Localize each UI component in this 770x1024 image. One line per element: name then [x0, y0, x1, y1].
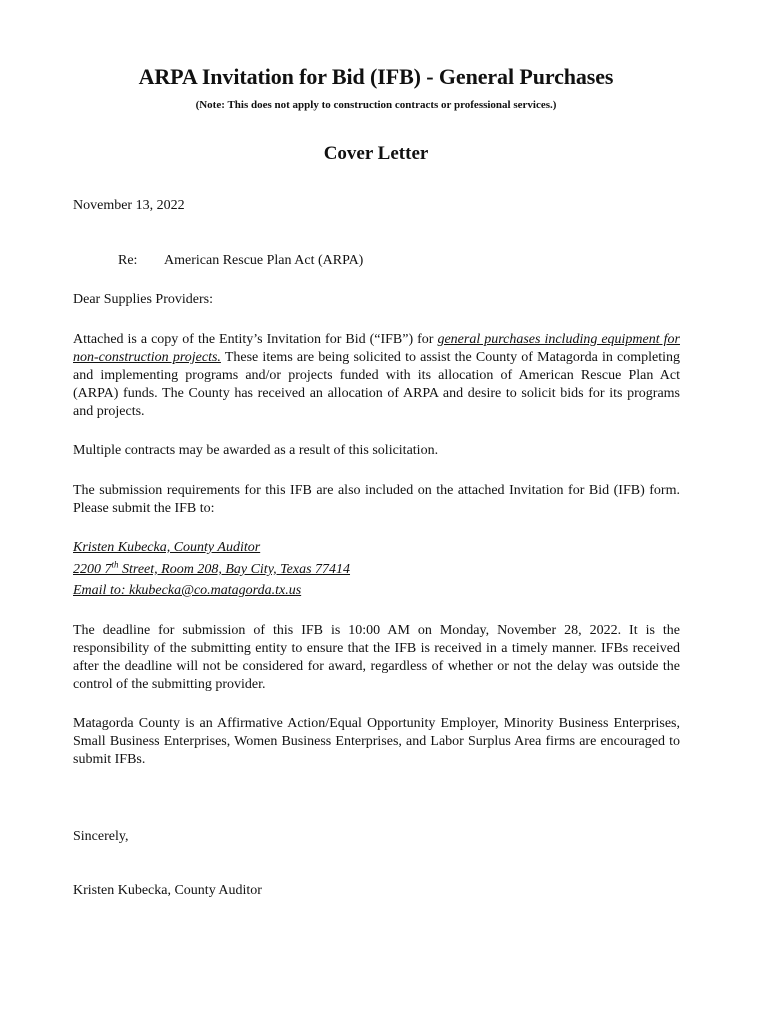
street-rest: Street, Room 208, Bay City, Texas 77414 [118, 562, 351, 577]
paragraph-deadline: The deadline for submission of this IFB is 10:00 AM on Monday, November 28, 2022. It is the responsibility of the submitting entity to ensure that the IFB is received in a timely manner. IFBs received after the deadline will not be considered for award, regardless of whether or not the delay was outside the control of the submitting provider. [73, 623, 680, 692]
signer-name: Kristen Kubecka, County Auditor [73, 883, 262, 898]
closing: Sincerely, [73, 829, 129, 844]
salutation: Dear Supplies Providers: [73, 292, 213, 307]
re-label: Re: [118, 253, 138, 268]
street-number: 2200 7 [73, 562, 112, 577]
intro-text-rest: These items are being solicited to assist the County of Matagorda in completing and implementing programs and/or projects funded with its allocation of American Rescue Plan Act (ARPA) funds. The County has received an allocation of ARPA and desire to solicit bids for its programs and projects. [73, 350, 680, 419]
street-ordinal: th [111, 559, 119, 570]
address-email[interactable]: Email to: kkubecka@co.matagorda.tx.us [73, 583, 302, 598]
paragraph-multiple-contracts: Multiple contracts may be awarded as a result of this solicitation. [73, 443, 439, 458]
document-title: ARPA Invitation for Bid (IFB) - General Purchases [138, 64, 614, 89]
cover-letter-heading: Cover Letter [323, 143, 429, 164]
scope-note: (Note: This does not apply to construction contracts or professional services.) [195, 99, 557, 111]
paragraph-intro [73, 331, 680, 421]
paragraph-submission: The submission requirements for this IFB are also included on the attached Invitation for Bid (IFB) form. Please submit the IFB to: [73, 483, 680, 516]
purchase-scope-emphasis: general purchases including equipment for non-construction projects. [73, 332, 680, 365]
address-street [73, 561, 350, 579]
letter-date: November 13, 2022 [73, 198, 185, 213]
paragraph-equal-opportunity: Matagorda County is an Affirmative Action/Equal Opportunity Employer, Minority Business Enterprises, Small Business Enterprises, Women Business Enterprises, and Labor Surplus Area firms are encouraged to submit IFBs. [73, 716, 680, 767]
intro-text: Attached is a copy of the Entity’s Invitation for Bid (“IFB”) for [73, 332, 438, 347]
re-subject: American Rescue Plan Act (ARPA) [164, 253, 364, 268]
address-name: Kristen Kubecka, County Auditor [73, 540, 261, 555]
